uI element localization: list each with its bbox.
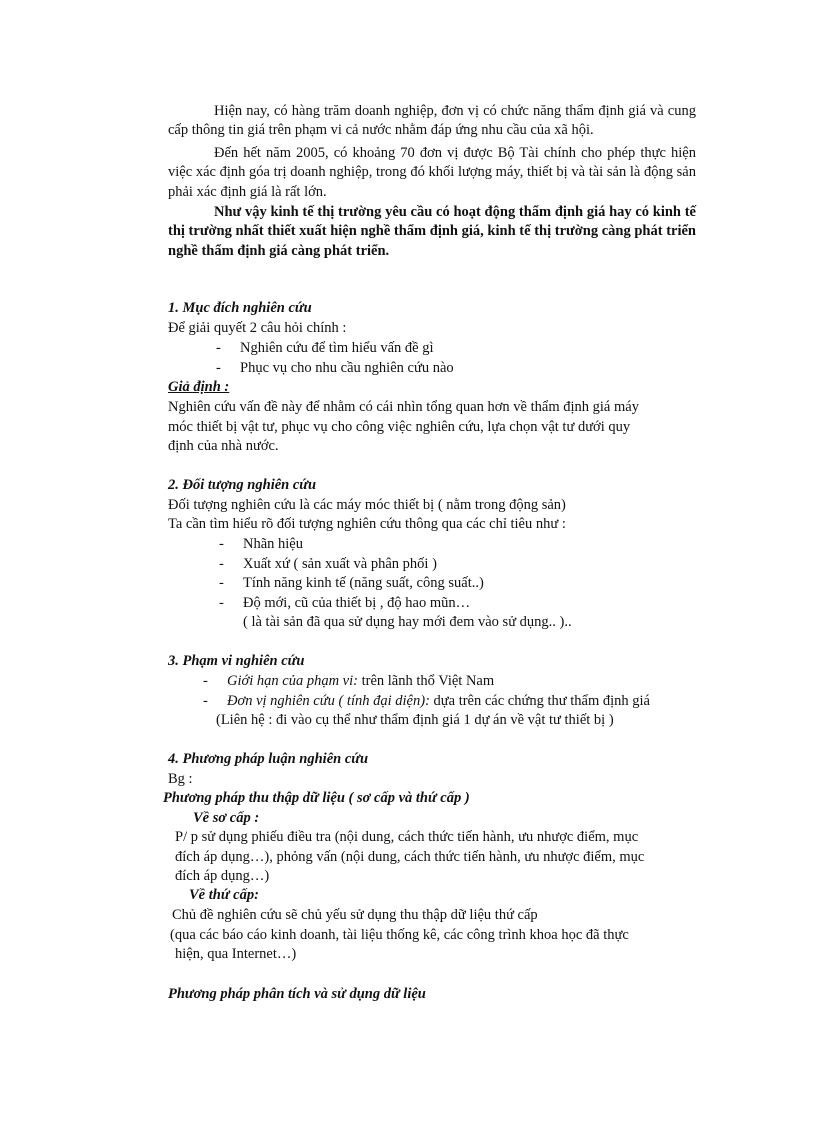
intro-paragraph-2: Đến hết năm 2005, có khoảng 70 đơn vị được Bộ Tài chính cho phép thực hiện việc xác định góa trị doanh nghiệp, trong đó khối lượng máy, thiết bị và tài sản là động sản phải xác định giá là rất lớn. (168, 145, 696, 200)
list-item: - Giới hạn của phạm vi: trên lãnh thổ Việt Nam (203, 673, 495, 689)
intro-paragraph-1: Hiện nay, có hàng trăm doanh nghiệp, đơn vị có chức năng thẩm định giá và cung cấp thông tin giá trên phạm vi cả nước nhằm đáp ứng nhu cầu của xã hội. (168, 103, 696, 139)
secondary-line-3: hiện, qua Internet…) (175, 946, 297, 962)
collect-method-title: Phương pháp thu thập dữ liệu ( sơ cấp và thứ cấp ) (163, 790, 470, 806)
primary-line-3: đích áp dụng…) (175, 868, 270, 884)
list-item: - Xuất xứ ( sản xuất và phân phối ) (219, 556, 437, 572)
section-4-title: 4. Phương pháp luận nghiên cứu (168, 751, 369, 767)
secondary-line-2: (qua các báo cáo kinh doanh, tài liệu thống kê, các công trình khoa học đã thực (170, 927, 629, 943)
list-item: - Tính năng kinh tế (năng suất, công suất..) (219, 575, 484, 591)
secondary-line-1: Chủ đề nghiên cứu sẽ chủ yếu sử dụng thu thập dữ liệu thứ cấp (172, 907, 538, 923)
assumption-title: Giả định : (168, 379, 230, 395)
assumption-line-2: móc thiết bị vật tư, phục vụ cho công việc nghiên cứu, lựa chọn vật tư dưới quy (168, 419, 631, 435)
secondary-data-title: Về thứ cấp: (189, 887, 259, 903)
assumption-line-1: Nghiên cứu vấn đề này để nhằm có cái nhìn tổng quan hơn về thẩm định giá máy (168, 399, 639, 415)
primary-data-title: Về sơ cấp : (193, 810, 260, 826)
section-2-line-2: Ta cần tìm hiểu rõ đối tượng nghiên cứu thông qua các chỉ tiêu như : (168, 516, 566, 532)
list-item: - Độ mới, cũ của thiết bị , độ hao mũn… (219, 595, 471, 611)
section-3-note: (Liên hệ : đi vào cụ thể như thẩm định giá 1 dự án về vật tư thiết bị ) (216, 712, 614, 728)
list-item: - Đơn vị nghiên cứu ( tính đại diện): dựa trên các chứng thư thẩm định giá (203, 693, 650, 709)
list-item: - Phục vụ cho nhu cầu nghiên cứu nào (216, 360, 454, 376)
intro-paragraph-3: Như vậy kinh tế thị trường yêu cầu có hoạt động thẩm định giá hay có kinh tế thị trường nhất thiết xuất hiện nghề thẩm định giá, kinh tế thị trường càng phát triển nghề thẩm định giá càng phát triển. (168, 204, 696, 259)
section-1-lead: Để giải quyết 2 câu hỏi chính : (168, 320, 347, 336)
primary-line-2: đích áp dụng…), phỏng vấn (nội dung, cách thức tiến hành, ưu nhược điểm, mục (175, 849, 645, 865)
analysis-method-title: Phương pháp phân tích và sử dụng dữ liệu (168, 986, 426, 1002)
section-2-line-1: Đối tượng nghiên cứu là các máy móc thiết bị ( nằm trong động sản) (168, 497, 566, 513)
section-2-title: 2. Đối tượng nghiên cứu (168, 477, 317, 493)
list-item: - Nghiên cứu để tìm hiểu vấn đề gì (216, 340, 434, 356)
primary-line-1: P/ p sử dụng phiếu điều tra (nội dung, cách thức tiến hành, ưu nhược điểm, mục (175, 829, 639, 845)
bg-label: Bg : (168, 771, 193, 787)
section-1-title: 1. Mục đích nghiên cứu (168, 300, 312, 316)
assumption-line-3: định của nhà nước. (168, 438, 279, 454)
list-item: - Nhãn hiệu (219, 536, 303, 552)
section-2-note: ( là tài sản đã qua sử dụng hay mới đem vào sử dụng.. ).. (243, 614, 572, 630)
section-3-title: 3. Phạm vi nghiên cứu (168, 653, 305, 669)
